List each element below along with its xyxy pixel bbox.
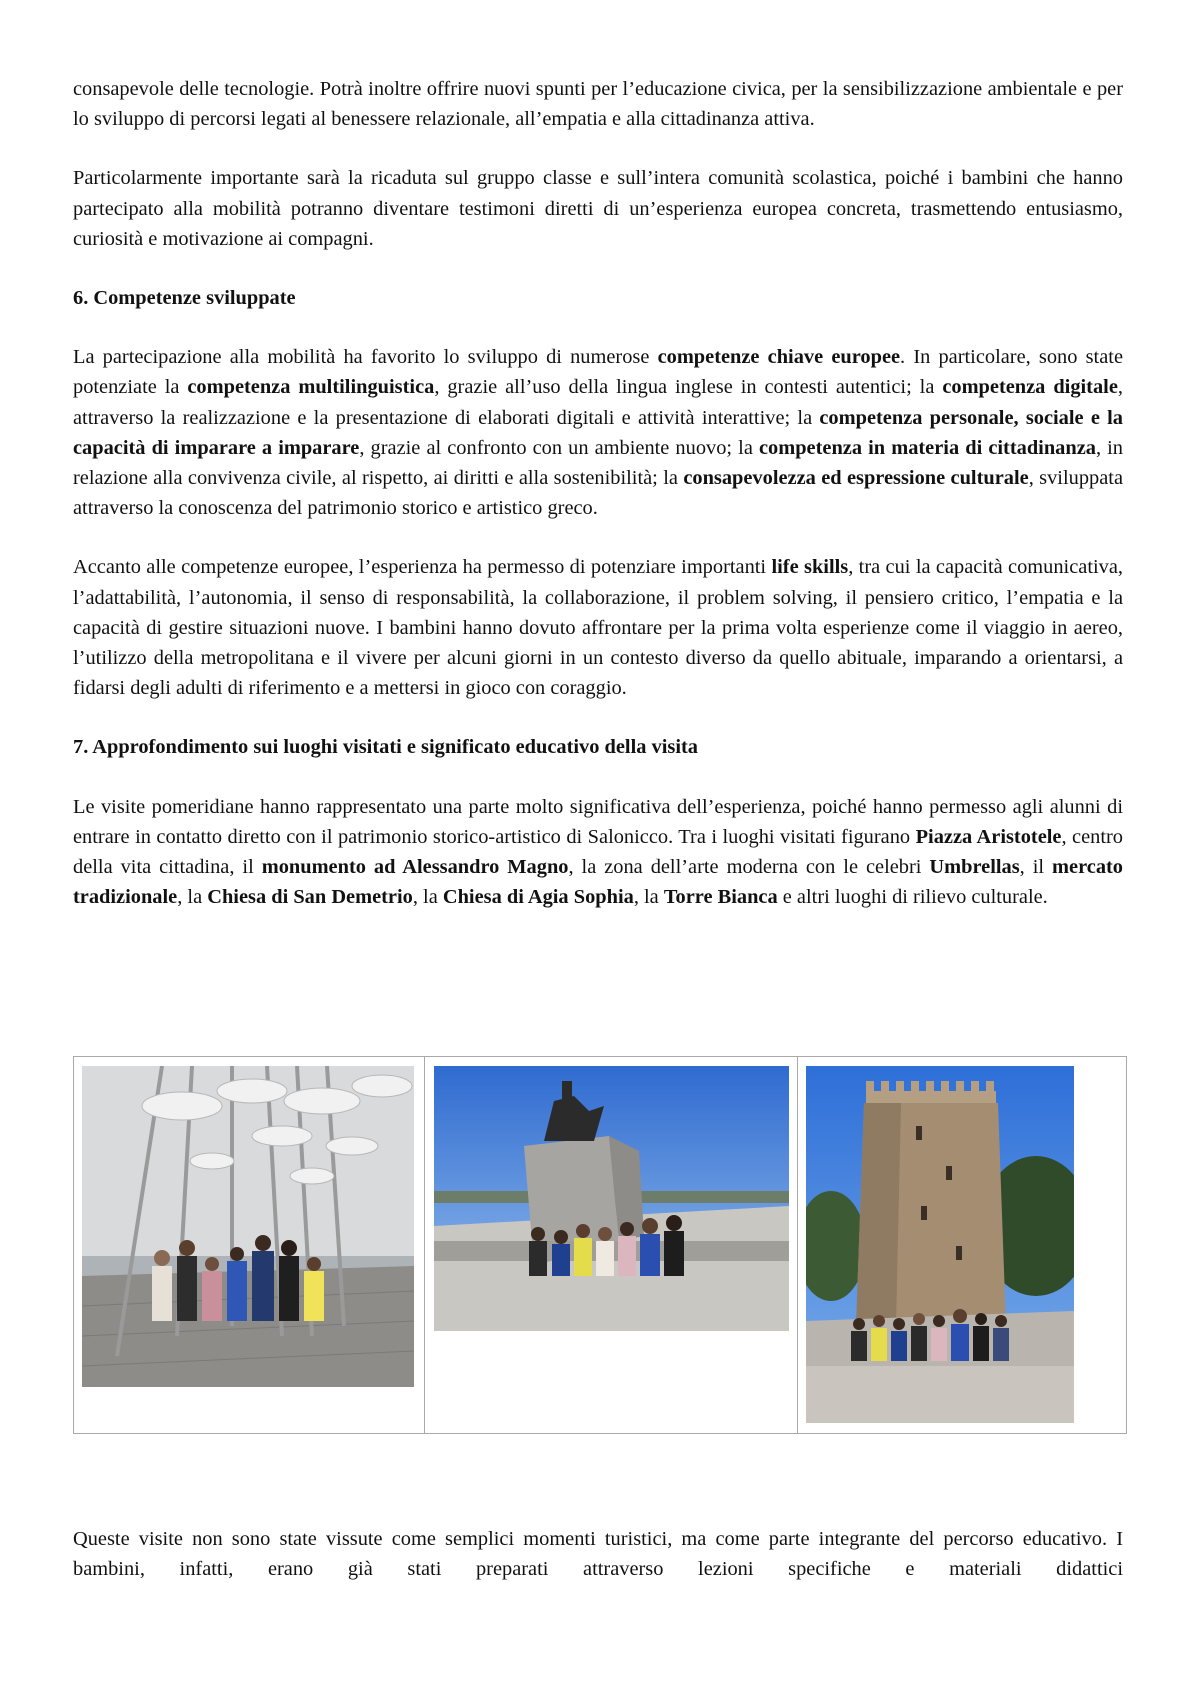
umbrellas-photo [82,1066,414,1387]
intro-paragraph-1: consapevole delle tecnologie. Potrà inoltre offrire nuovi spunti per l’educazione civica, per la sensibilizzazione ambientale e per lo sviluppo di percorsi legati al benessere relazionale, all’empatia e alla cittadinanza attiva. [73,78,1123,131]
photo-cell-1 [74,1057,425,1434]
photo-table [73,1056,1127,1434]
section-7-paragraph-1: Le visite pomeridiane hanno rappresentato una parte molto significativa dell’esperienza, poiché hanno permesso agli alunni di entrare in contatto diretto con il patrimonio storico-artistico di Salonicco. Tra i luoghi visitati figurano Piazza Aristotele, centro della vita cittadina, il monumento ad Alessandro Magno, la zona dell’arte moderna con le celebri Umbrellas, il mercato tradizionale, la Chiesa di San Demetrio, la Chiesa di Agia Sophia, la Torre Bianca e altri luoghi di rilievo culturale. [73,795,1123,909]
alexander-monument-photo [434,1066,789,1331]
section-6-paragraph-2: Accanto alle competenze europee, l’esperienza ha permesso di potenziare importanti life skills, tra cui la capacità comunicativa, l’adattabilità, l’autonomia, il senso di responsabilità, la collaborazione, il problem solving, il pensiero critico, l’empatia e la capacità di gestire situazioni nuove. I bambini hanno dovuto affrontare per la prima volta esperienze come il viaggio in aereo, l’utilizzo della metropolitana e il vivere per alcuni giorni in un contesto diverso da quello abituale, imparando a orientarsi, a fidarsi degli adulti di riferimento e a mettersi in gioco con coraggio. [73,556,1123,700]
document-body [73,74,1123,912]
section-6-paragraph-1: La partecipazione alla mobilità ha favorito lo sviluppo di numerose competenze chiave europee. In particolare, sono state potenziate la competenza multilinguistica, grazie all’uso della lingua inglese in contesti autentici; la competenza digitale, attraverso la realizzazione e la presentazione di elaborati digitali e attività interattive; la competenza personale, sociale e la capacità di imparare a imparare, grazie al confronto con un ambiente nuovo; la competenza in materia di cittadinanza, in relazione alla convivenza civile, al rispetto, ai diritti e alla sostenibilità; la consapevolezza ed espressione culturale, sviluppata attraverso la conoscenza del patrimonio storico e artistico greco. [73,346,1124,520]
section-7-paragraph-2: Queste visite non sono state vissute come semplici momenti turistici, ma come parte integrante del percorso educativo. I bambini, infatti, erano già stati preparati attraverso lezioni specifiche e materiali didattici [73,1528,1123,1581]
intro-paragraph-2: Particolarmente importante sarà la ricaduta sul gruppo classe e sull’intera comunità scolastica, poiché i bambini che hanno partecipato alla mobilità potranno diventare testimoni diretti di un’esperienza europea concreta, trasmettendo entusiasmo, curiosità e motivazione ai compagni. [73,167,1123,250]
white-tower-photo [806,1066,1074,1423]
section-6-heading: 6. Competenze sviluppate [73,287,296,310]
photo-cell-2 [425,1057,798,1434]
photo-cell-3 [798,1057,1127,1434]
document-body-continued [73,1524,1123,1584]
section-7-heading: 7. Approfondimento sui luoghi visitati e significato educativo della visita [73,736,698,759]
